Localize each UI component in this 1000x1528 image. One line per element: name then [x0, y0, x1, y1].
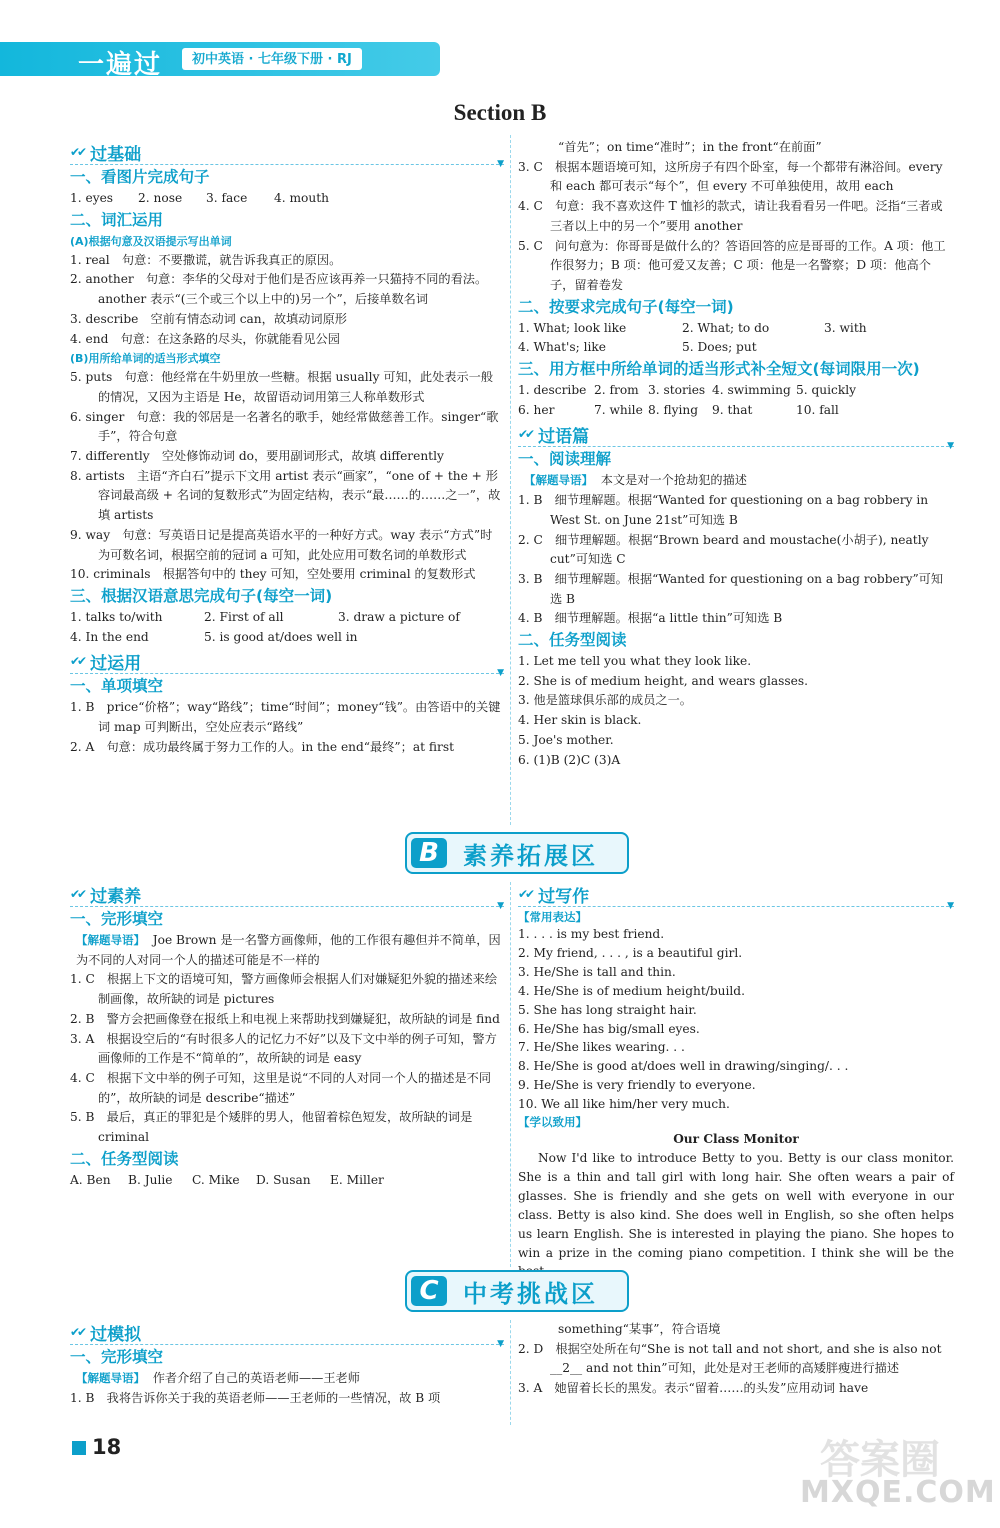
banner-title: 素养拓展区 — [463, 841, 598, 870]
answer-item: 6. singer 句意：我的邻居是一名著名的歌手，她经常做慈善工作。singer“歌手”，符合句意 — [70, 409, 499, 444]
left-column-literacy — [70, 880, 504, 1190]
answer-item: 4. Her skin is black. — [518, 713, 642, 728]
answer-item: 3. describe 空前有情态动词 can，故填动词原形 — [70, 311, 347, 326]
page-number-marker — [72, 1441, 86, 1455]
banner-title: 中考挑战区 — [463, 1279, 598, 1308]
answer-item: 9. that — [712, 402, 753, 417]
answer-item: 7. while — [594, 402, 643, 417]
check-icon: ✔✔ — [70, 654, 85, 669]
part-title: (B)用所给单词的适当形式填空 — [70, 352, 221, 366]
answer-item: 1. talks to/with — [70, 609, 163, 624]
guide-text: Joe Brown 是一名警方画像师，他的工作很有趣但并不简单，因为不同的人对同一个人的描述可能是不一样的 — [76, 933, 501, 967]
column-divider — [510, 882, 511, 1267]
answer-item: 2. A 句意：成功最终属于努力工作的人。in the end“最终”；at first — [70, 739, 454, 754]
right-column-mock — [518, 1320, 954, 1399]
left-column-mock — [70, 1318, 504, 1408]
column-divider — [510, 1320, 511, 1425]
answer-item: 2. What; to do — [682, 320, 770, 335]
guide-note — [70, 931, 504, 970]
answer-row — [518, 338, 954, 358]
answer-item: 4. B 细节理解题。根据“a little thin”可知选 B — [518, 611, 783, 626]
answer-item: something“某事”，符合语境 — [558, 1322, 721, 1336]
expression-item: 7. He/She likes wearing. . . — [518, 1040, 685, 1055]
subsection-title: 二、词汇运用 — [70, 210, 164, 229]
section-heading-writing: ✔✔ 过写作 ▼ — [518, 882, 954, 907]
expression-item: 9. He/She is very friendly to everyone. — [518, 1078, 756, 1093]
section-title: Section B — [453, 100, 547, 125]
chevron-down-icon: ▼ — [947, 441, 954, 452]
answer-item: 3. A 她留着长长的黑发。表示“留着……的头发”应用动词 have — [518, 1381, 869, 1396]
banner-letter: B — [411, 838, 447, 868]
answer-item: 4. end 句意：在这条路的尽头，你就能看见公园 — [70, 331, 340, 346]
chevron-down-icon: ▼ — [497, 668, 504, 679]
expression-item: 5. She has long straight hair. — [518, 1002, 697, 1017]
expression-item: 1. . . . is my best friend. — [518, 927, 665, 941]
answer-item: 3. stories — [648, 383, 706, 398]
expression-item: 8. He/She is good at/does well in drawing/singing/. . . — [518, 1059, 849, 1074]
answer-item: 1. B 我将告诉你关于我的英语老师——王老师的一些情况，故 B 项 — [70, 1390, 441, 1405]
banner-extension-area — [405, 832, 629, 874]
left-column-basics — [70, 138, 504, 757]
answer-item: 2. She is of medium height, and wears glasses. — [518, 673, 809, 688]
answer-item: 1. describe — [518, 383, 587, 398]
section-heading-mock: ✔✔ 过模拟 ▼ — [70, 1320, 504, 1345]
answer-item: 1. C 根据上下文的语境可知，警方画像师会根据人们对嫌疑犯外貌的描述来绘制画像，故所缺的词是 pictures — [70, 972, 498, 1007]
header-bar — [0, 42, 440, 80]
essay-body: Now I'd like to introduce Betty to you. Betty is our class monitor. She is a thin and tall girl with long hair. She often wears a pair of glasses. She is friendly and she gets on well with everyone in our class. Betty is also kind. She does well in English, so she often helps us learn English. She is interested in playing the piano. She hopes to win a prize in the coming piano competition. I think she will be the — [518, 1150, 954, 1260]
answer-item: 1. B price“价格”；way“路线”；time“时间”；money“钱”。由答语中的关键词 map 可判断出，空处应表示“路线” — [70, 700, 501, 735]
answer-item: 3. face — [206, 191, 248, 205]
answer-item: 5. Joe's mother. — [518, 732, 614, 747]
common-expressions-tag: 【常用表达】 — [518, 910, 587, 924]
answer-row — [70, 1171, 504, 1191]
answer-item: B. Julie — [128, 1172, 173, 1187]
subsection-title: 三、根据汉语意思完成句子(每空一词) — [70, 586, 333, 605]
answer-item: 1. B 细节理解题。根据“Wanted for questioning on a bag robbery in West St. on June 21st”可知选 B — [518, 493, 929, 527]
chevron-down-icon: ▼ — [947, 901, 954, 911]
answer-row — [70, 189, 504, 209]
answer-item: A. Ben — [70, 1172, 111, 1187]
answer-item: 1. What; look like — [518, 320, 627, 335]
subsection-title: 一、完形填空 — [70, 1348, 164, 1366]
answer-item: 2. nose — [138, 191, 183, 205]
answer-item: 5. Does; put — [682, 340, 757, 355]
answer-item: 10. fall — [796, 402, 839, 417]
answer-item: 5. C 问句意为：你哥哥是做什么的？答语回答的应是哥哥的工作。A 项：他工作很努力；B 项：他可爱又友善；C 项：他是一名警察；D 项：他高个子，留着卷发 — [518, 238, 946, 292]
book-subtitle: 初中英语 · 七年级下册 · RJ — [182, 48, 362, 70]
section-heading-text: ✔✔ 过语篇 ▼ — [518, 422, 954, 447]
guide-tag: 【解题导语】 — [524, 473, 593, 488]
answer-row — [518, 319, 954, 339]
check-icon: ✔✔ — [70, 1325, 85, 1339]
answer-item: C. Mike — [192, 1172, 240, 1187]
answer-item: 3. draw a picture of — [338, 609, 460, 624]
answer-item: 2. another 句意：李华的父母对于他们是否应该再养一只猫持不同的看法。another 表示“(三个或三个以上中的)另一个”，后接单数名词 — [70, 272, 488, 307]
answer-item: 6. (1)B (2)C (3)A — [518, 752, 621, 767]
expression-item: 10. We all like him/her very much. — [518, 1097, 730, 1112]
answer-item: 2. D 根据空处所在句“She is not tall and not short, and she is also not __2__ and not thin”可知，此处是对王老师的高矮胖瘦进行描述 — [518, 1341, 942, 1376]
page-number: 18 — [92, 1435, 122, 1459]
answer-item: 2. B 警方会把画像登在报纸上和电视上来帮助找到嫌疑犯，故所缺的词是 find — [70, 1011, 500, 1026]
watermark-text: MXQE.COM — [800, 1475, 996, 1510]
guide-tag: 【解题导语】 — [76, 1371, 145, 1385]
answer-item: 4. C 根据下文中举的例子可知，这里是说“不同的人对同一个人的描述是不同的”，故所缺的词是 describe“描述” — [70, 1070, 492, 1105]
brand-logo: 一遍过 — [78, 50, 163, 80]
answer-item: 5. puts 句意：他经常在牛奶里放一些糖。根据 usually 可知，此处表示一般的情况，又因为主语是 He，故留语动词用第三人称单数形式 — [70, 370, 494, 404]
subsection-title: 一、完形填空 — [70, 910, 164, 928]
answer-item: 1. eyes — [70, 191, 114, 205]
right-column-writing — [518, 880, 954, 1281]
answer-item: 2. from — [594, 383, 639, 398]
expression-item: 6. He/She has big/small eyes. — [518, 1021, 700, 1036]
answer-item: 8. flying — [648, 402, 699, 417]
answer-item: 3. 他是篮球俱乐部的成员之一。 — [518, 693, 692, 708]
answer-item: E. Miller — [330, 1172, 384, 1187]
essay-title: Our Class Monitor — [673, 1132, 799, 1147]
answer-row — [518, 401, 954, 421]
chevron-down-icon: ▼ — [497, 159, 504, 169]
subsection-title: 一、看图片完成句子 — [70, 168, 210, 186]
practice-tag: 【学以致用】 — [518, 1115, 587, 1130]
answer-item: 3. B 细节理解题。根据“Wanted for questioning on a bag robbery”可知选 B — [518, 571, 944, 606]
watermark-logo: 答案圈 — [820, 1437, 940, 1483]
check-icon: ✔✔ — [70, 145, 85, 159]
check-icon: ✔✔ — [518, 427, 533, 442]
subsection-title: 二、任务型阅读 — [70, 1149, 179, 1168]
answer-item: 2. C 细节理解题。根据“Brown beard and moustache(小胡子), neatly cut”可知选 C — [518, 532, 929, 567]
answer-item: 4. mouth — [274, 191, 329, 205]
guide-tag: 【解题导语】 — [76, 933, 145, 947]
answer-row — [518, 381, 954, 401]
answer-item: 9. way 句意：写英语日记是提高英语水平的一种好方式。way 表示“方式”时为可数名词，根据空前的冠词 a 可知，此处应用可数名词的单数形式 — [70, 527, 493, 562]
banner-letter: C — [411, 1276, 447, 1306]
answer-item: 4. What's; like — [518, 340, 607, 355]
answer-row — [70, 628, 504, 648]
expression-item: 2. My friend, . . . , is a beautiful girl. — [518, 945, 743, 960]
check-icon: ✔✔ — [70, 887, 85, 901]
answer-row — [70, 608, 504, 628]
answer-item: 4. swimming — [712, 383, 791, 398]
answer-item: 2. First of all — [204, 609, 284, 624]
section-heading-use: ✔✔ 过运用 ▼ — [70, 649, 504, 674]
answer-item: 3. with — [824, 320, 867, 335]
guide-note — [518, 471, 954, 491]
chevron-down-icon: ▼ — [497, 901, 504, 911]
answer-item: 5. quickly — [796, 383, 857, 398]
answer-item: 10. criminals 根据答句中的 they 可知，空处要用 criminal 的复数形式 — [70, 567, 476, 582]
guide-text: 作者介绍了自己的英语老师——王老师 — [152, 1371, 360, 1385]
right-column-answers — [518, 138, 954, 770]
answer-item: 5. B 最后，真正的罪犯是个矮胖的男人，他留着棕色短发，故所缺的词是 criminal — [70, 1110, 473, 1145]
subsection-title: 三、用方框中所给单词的适当形式补全短文(每词限用一次) — [518, 360, 920, 379]
answer-item: 7. differently 空处修饰动词 do，要用副词形式，故填 differently — [70, 449, 444, 464]
answer-item: 4. C 句意：我不喜欢这件 T 恤衫的款式，请让我看看另一件吧。泛指“三者或三者以上中的另一个”要用 another — [518, 199, 943, 233]
subsection-title: 二、按要求完成句子(每空一词) — [518, 297, 734, 316]
answer-item: 8. artists 主语“齐白石”提示下文用 artist 表示“画家”，“one of + the + 形容词最高级 + 名词的复数形式”为固定结构，表示“最……的……之一”，故填 artists — [70, 468, 501, 523]
section-heading-literacy: ✔✔ 过素养 ▼ — [70, 882, 504, 907]
subsection-title: 一、单项填空 — [70, 677, 164, 696]
subsection-title: 一、阅读理解 — [518, 450, 612, 469]
answer-item: 3. C 根据本题语境可知，这所房子有四个卧室，每一个都带有淋浴间。every 和 each 都可表示“每个”，但 every 不可单独使用，故用 each — [518, 159, 943, 194]
subsection-title: 二、任务型阅读 — [518, 631, 627, 650]
expression-item: 3. He/She is tall and thin. — [518, 964, 676, 979]
answer-item: 3. A 根据设空后的“有时很多人的记忆力不好”以及下文中举的例子可知，警方画像师的工作是不“简单的”，故所缺的词是 easy — [70, 1031, 497, 1066]
section-heading-basics: ✔✔ 过基础 ▼ — [70, 140, 504, 165]
guide-text: 本文是对一个抢劫犯的描述 — [600, 473, 747, 488]
column-divider — [510, 135, 511, 825]
check-icon: ✔✔ — [518, 887, 533, 901]
banner-exam-challenge — [405, 1270, 629, 1312]
part-title: (A)根据句意及汉语提示写出单词 — [70, 234, 232, 248]
answer-item: D. Susan — [256, 1172, 311, 1187]
answer-item: 6. her — [518, 402, 555, 417]
answer-item: “首先”；on time“准时”；in the front“在前面” — [558, 140, 822, 154]
chevron-down-icon: ▼ — [497, 1339, 504, 1349]
guide-note — [70, 1369, 504, 1389]
answer-item: 1. Let me tell you what they look like. — [518, 654, 752, 669]
expression-item: 4. He/She is of medium height/build. — [518, 983, 745, 998]
answer-item: 5. is good at/does well in — [204, 629, 358, 644]
answer-item: 4. In the end — [70, 629, 149, 644]
answer-item: 1. real 句意：不要撒谎，就告诉我真正的原因。 — [70, 252, 342, 267]
